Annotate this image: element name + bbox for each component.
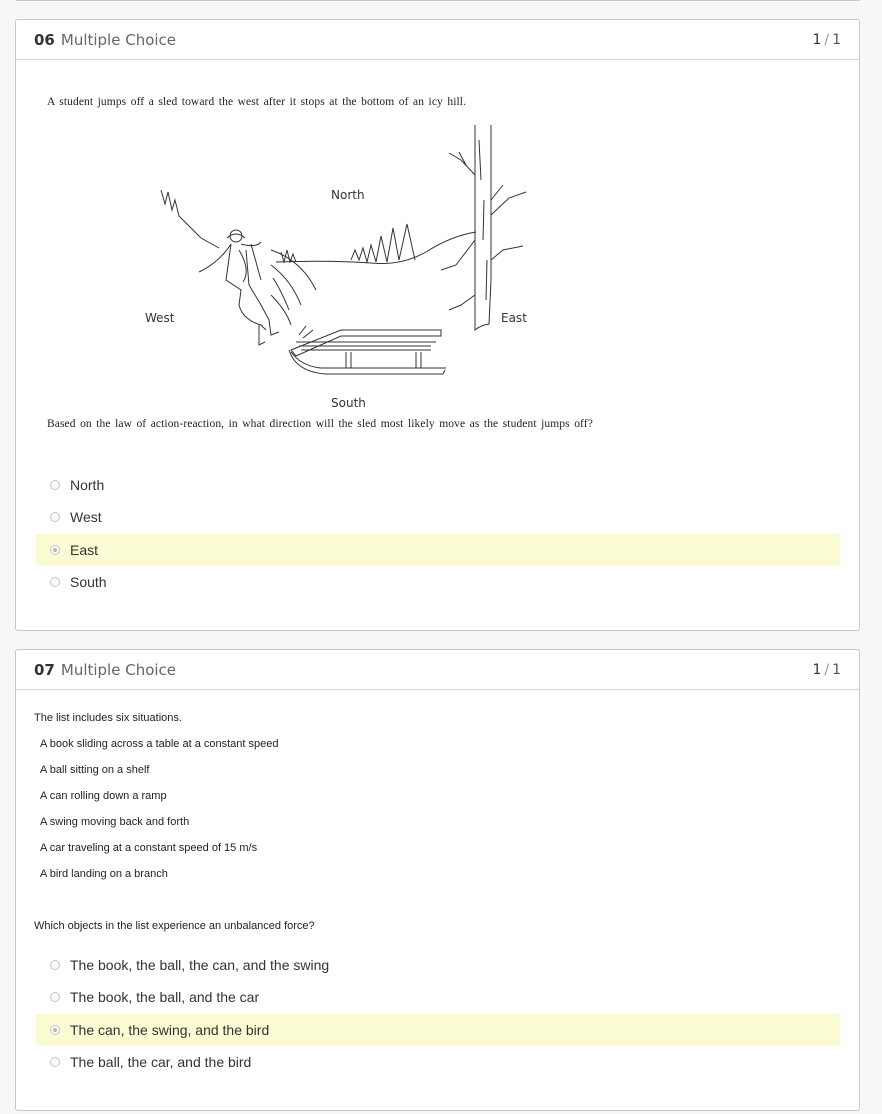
option-label: The can, the swing, and the bird	[70, 1022, 270, 1038]
radio-button[interactable]	[50, 960, 60, 970]
question-type: Multiple Choice	[60, 660, 177, 679]
score-earned: 1	[812, 661, 822, 678]
radio-button[interactable]	[50, 480, 60, 490]
answer-option-4[interactable]	[36, 1046, 840, 1078]
question-number: 06	[34, 30, 55, 49]
question-card-07	[15, 649, 860, 1111]
direction-label-south: South	[331, 396, 366, 410]
answer-option-2[interactable]	[36, 981, 840, 1013]
question-header	[16, 20, 859, 60]
option-label: North	[70, 477, 105, 493]
situation-item: A can rolling down a ramp	[40, 790, 167, 802]
option-label: East	[70, 542, 99, 558]
question-title	[34, 661, 176, 679]
question-prompt: Which objects in the list experience an unbalanced force?	[34, 920, 315, 932]
radio-button[interactable]	[50, 992, 60, 1002]
option-label: The book, the ball, the can, and the swing	[70, 957, 330, 973]
sled-illustration	[131, 120, 541, 420]
situation-item: A book sliding across a table at a constant speed	[40, 738, 279, 750]
situation-item: A swing moving back and forth	[40, 816, 190, 828]
question-stem-intro: A student jumps off a sled toward the west after it stops at the bottom of an icy hill.	[47, 96, 467, 108]
radio-button[interactable]	[50, 577, 60, 587]
answer-option-1[interactable]	[36, 949, 840, 981]
direction-label-east: East	[501, 311, 527, 325]
option-label: The ball, the car, and the bird	[70, 1054, 252, 1070]
option-label: The book, the ball, and the car	[70, 989, 260, 1005]
situation-item: A car traveling at a constant speed of 15 m/s	[40, 842, 258, 854]
option-label: South	[70, 574, 107, 590]
question-score: 1 / 1	[812, 661, 841, 678]
question-number: 07	[34, 660, 55, 679]
question-stem-intro: The list includes six situations.	[34, 712, 182, 724]
direction-label-north: North	[331, 188, 365, 202]
option-label: West	[70, 509, 102, 525]
answer-option-east[interactable]	[36, 534, 840, 566]
question-card-06	[15, 19, 860, 631]
question-header	[16, 650, 859, 690]
answer-option-west[interactable]	[36, 501, 840, 533]
score-total: 1	[832, 661, 841, 678]
radio-button-checked[interactable]	[50, 545, 60, 555]
answer-option-north[interactable]	[36, 469, 840, 501]
radio-button[interactable]	[50, 1057, 60, 1067]
score-earned: 1	[812, 31, 822, 48]
question-prompt: Based on the law of action-reaction, in what direction will the sled most likely move as the student jumps off?	[47, 418, 593, 430]
radio-button[interactable]	[50, 512, 60, 522]
previous-card-bottom-border	[16, 0, 860, 1]
answer-option-south[interactable]	[36, 566, 840, 598]
question-title	[34, 31, 176, 49]
sled-drawing-icon	[131, 120, 541, 420]
situation-item: A bird landing on a branch	[40, 868, 168, 880]
direction-label-west: West	[145, 311, 175, 325]
answer-option-3[interactable]	[36, 1014, 840, 1046]
radio-button-checked[interactable]	[50, 1025, 60, 1035]
question-score: 1 / 1	[812, 31, 841, 48]
situation-item: A ball sitting on a shelf	[40, 764, 150, 776]
question-type: Multiple Choice	[60, 30, 177, 49]
score-total: 1	[832, 31, 841, 48]
